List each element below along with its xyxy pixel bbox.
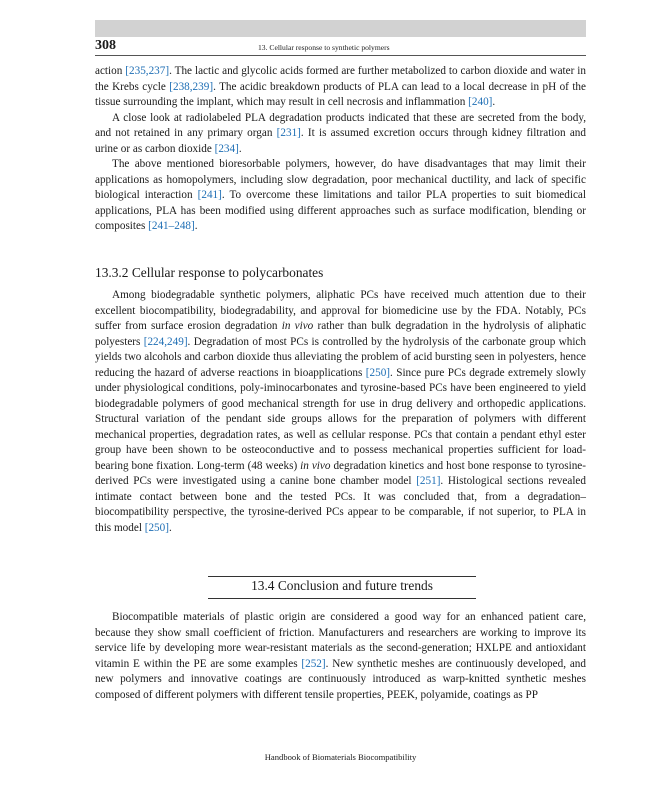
text-run: .	[238, 142, 242, 155]
text-run: . Degradation of most PCs is controlled by the hydrolysis of the carbonate group which yields two alcohols and carbon dioxide thus alleviating the problem of acid bursting seen in polyesters, hence reducing the hazard of adverse reactions in bioapplications	[95, 335, 586, 379]
text-run: . Histological sections revealed intimate contact between bone and the tested PCs. It was concluded that, from a degradation–biocompatibility perspective, the tyrosine-derived PCs appear to be comparable, if not superior, to PLA in this model	[95, 475, 586, 534]
section-heading-13-4: 13.4 Conclusion and future trends	[251, 578, 433, 593]
citation-link[interactable]: [240]	[468, 96, 493, 108]
citation-link[interactable]: [238,239]	[169, 80, 214, 93]
text-run: .	[168, 521, 172, 534]
text-run: .	[194, 220, 198, 232]
citation-link[interactable]: [250]	[144, 521, 169, 534]
intro-text	[95, 64, 586, 235]
paragraph-intro-1	[95, 64, 586, 111]
citation-link[interactable]: [235,237]	[125, 65, 170, 77]
citation-link[interactable]: [241]	[197, 189, 222, 201]
text-run: Among biodegradable synthetic polymers, aliphatic PCs have received much attention due to their excellent biocompatibility, biodegradability, and approval for biomedicine use by the FDA. Notably, PCs suffer from surface erosion degradation	[95, 289, 586, 332]
header-rule	[95, 55, 586, 56]
paragraph-intro-2	[95, 111, 586, 158]
citation-link[interactable]: [231]	[276, 127, 301, 139]
text-run: rather than bulk degradation in the hydrolysis of aliphatic polyesters	[95, 320, 586, 348]
text-run: Biocompatible materials of plastic origin are considered a good way for an enhanced patient care, because they show small coefficient of friction. Manufacturers and researchers are working to improve its service life by developing more wear-resistant materials as the second-generation; HXLPE and antioxidant vitamin E within the PE are some examples	[95, 611, 586, 670]
section-13-3-2-text	[95, 288, 586, 536]
text-run: .	[492, 96, 496, 108]
text-run: . Since pure PCs degrade extremely slowly under physiological conditions, poly-iminocarbonates and tyrosine-based PCs have been engineered to yield biodegradable polymers of good mechanical strength for use in drug delivery and orthopedic applications. Structural variation of the pendant side groups allows for the preparation of polymers with different mechanical properties, degradation rates, as well as cellular response. PCs that contain a pendant ethyl ester group have been shown to be osteoconductive and to possess mechanical properties sufficient for load-bearing bone fixation. Long-term (48 weeks)	[95, 366, 586, 472]
paragraph-polycarbonates	[95, 288, 586, 536]
text-run: . The acidic breakdown products of PLA can lead to a local decrease in pH of the tissue surrounding the implant, which may result in cell necrosis and inflammation	[95, 80, 586, 108]
section-heading-13-3-2: 13.3.2 Cellular response to polycarbonates	[95, 265, 324, 280]
section-13-4-text	[95, 610, 586, 703]
section-rule-bottom	[208, 598, 476, 599]
text-run: action	[95, 65, 126, 77]
header-bar	[95, 20, 586, 37]
text-run: . To overcome these limitations and tailor PLA properties to suit biomedical applications, PLA has been modified using different approaches such as surface modification, blending or composites	[95, 189, 586, 232]
footer-book-title: Handbook of Biomaterials Biocompatibility	[264, 752, 417, 762]
text-run: . The lactic and glycolic acids formed are further metabolized to carbon dioxide and water in the Krebs cycle	[95, 65, 586, 93]
citation-link[interactable]: [252]	[301, 657, 326, 670]
section-rule-top	[208, 576, 476, 577]
citation-link[interactable]: [234]	[214, 142, 239, 155]
page-number: 308	[95, 38, 116, 53]
text-run: degradation kinetics and host bone response to tyrosine-derived PCs were investigated using a canine bone chamber model	[95, 459, 586, 487]
text-run: The above mentioned bioresorbable polymers, however, do have disadvantages that may limit their applications as homopolymers, including slow degradation, poor mechanical ductility, and lack of specific biological interaction	[95, 158, 586, 201]
text-run: . New synthetic meshes are continuously developed, and new polymers and innovative coatings are continuously introduced as warp-knitted synthetic meshes composed of different polymers with different tensile properties, PEEK, polyamide, coatings as PP	[95, 657, 586, 701]
citation-link[interactable]: [241–248]	[148, 220, 195, 232]
citation-link[interactable]: [251]	[416, 475, 441, 487]
italic-text: in vivo	[281, 320, 314, 332]
citation-link[interactable]: [224,249]	[143, 335, 188, 348]
paragraph-conclusion	[95, 610, 586, 703]
paragraph-intro-3	[95, 157, 586, 235]
text-run: A close look at radiolabeled PLA degradation products indicated that these are secreted from the body, and not retained in any primary organ	[95, 111, 586, 139]
italic-text: in vivo	[300, 459, 331, 472]
citation-link[interactable]: [250]	[365, 366, 391, 379]
text-run: . It is assumed excretion occurs through kidney filtration and urine or as carbon dioxide	[95, 127, 586, 155]
running-head: 13. Cellular response to synthetic polymers	[258, 43, 390, 52]
